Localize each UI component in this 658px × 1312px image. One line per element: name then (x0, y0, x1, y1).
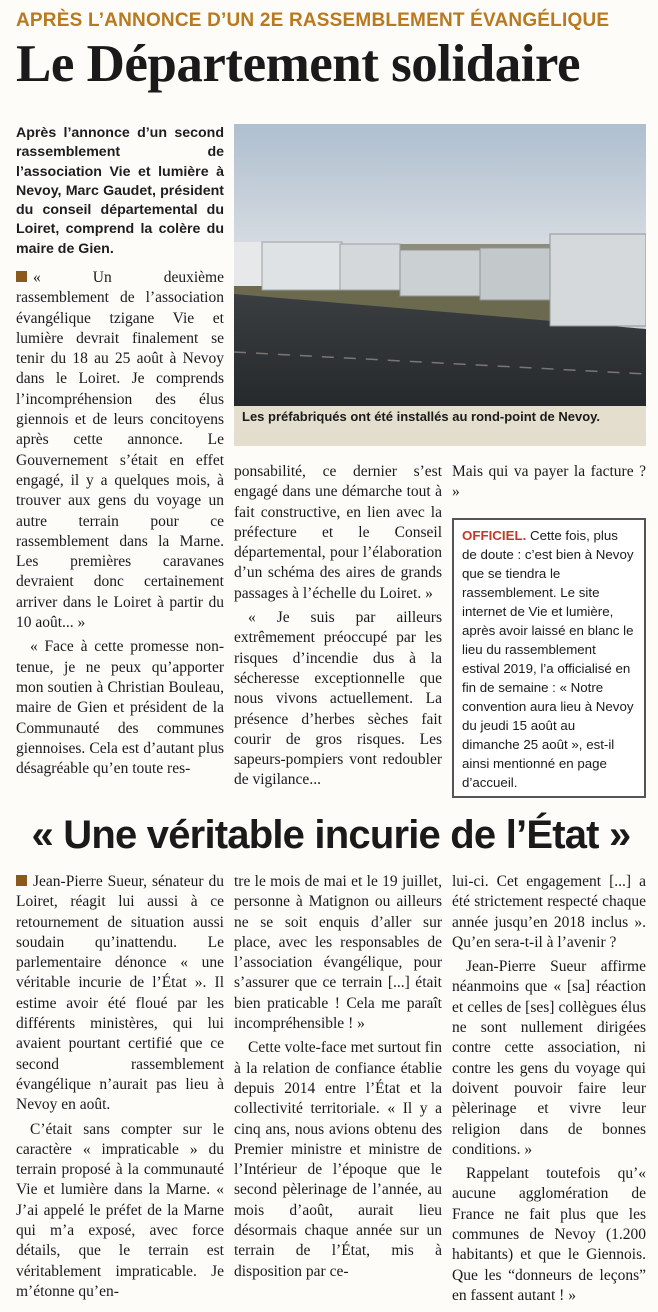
article2-column-3 (452, 872, 646, 1306)
article2-col1-paragraph-1: Jean-Pierre Sueur, sénateur du Loiret, réagit lui aussi à ce retournement de situation aussi soudain qu’inattendu. Le parlementaire dénonce « une véritable incurie de l’État ». Il estime avoir été floué par les différents ministères, qui lui avaient pourtant certifié que ce second rassemblement évangélique n’aurait pas lieu à Nevoy en août. (16, 873, 224, 1114)
article1-col3-paragraph-1: Mais qui va payer la facture ? » (452, 463, 646, 501)
intro-lead: Après l’annonce d’un second rassemblement de l’association Vie et lumière à Nevoy, Marc Gaudet, président du conseil départemental du Loiret, comprend la colère du maire de Gien. (16, 125, 224, 257)
officiel-tag: OFFICIEL. (462, 528, 527, 543)
paragraph-marker (16, 271, 27, 282)
article2-column-1 (16, 872, 224, 1302)
article1-col1-paragraph-1: « Un deuxième rassemblement de l’association évangélique tzigane Vie et lumière devrait finalement se tenir du 18 au 25 août à Nevoy dans le Loiret. Je comprends l’incompréhension des élus giennois et de leurs concitoyens après cette annonce. Le Gouvernement s’était en effet engagé, il y a quelques mois, à trouver aux gens du voyage un autre terrain pour ce rassemblement dans la Marne. Les premières caravanes devraient donc certainement arriver dans le Loiret à partir du 10 août... » (16, 269, 224, 632)
article2-col3-paragraph-2: Jean-Pierre Sueur affirme néanmoins que « [sa] réaction et celles de [ses] collègues élus ne sont nullement dirigées contre cette association, ni contre les gens du voyage qui doivent pouvoir faire leur pèlerinage et vivre leur religion dans de bonnes conditions. » (452, 958, 646, 1158)
photo-prefabricated-buildings (234, 124, 646, 446)
photo-illustration (234, 124, 646, 446)
headline: Le Département solidaire (16, 35, 581, 93)
subheadline: « Une véritable incurie de l’État » (31, 813, 631, 857)
article2-column-2 (234, 872, 442, 1282)
officiel-text: Cette fois, plus de doute : c’est bien à Nevoy que se tiendra le rassemblement. Le site internet de Vie et lumière, après avoir laissé en blanc le lieu du rassemblement estival 2019, l’a officialisé en fin de semaine : « Notre convention aura lieu à Nevoy du jeudi 15 août au dimanche 25 août », est-il ainsi mentionné en page d’accueil. (462, 528, 634, 790)
article1-column-3 (452, 462, 646, 503)
article1-column-2 (234, 462, 442, 791)
article1-col2-paragraph-1: ponsabilité, ce dernier s’est engagé dans une démarche tout à fait constructive, en lien avec la préfecture et le Conseil départemental, pour l’élaboration d’un schéma des aires de grands passages à l’échelle du Loiret. » (234, 463, 442, 602)
article1-column-1 (16, 268, 224, 779)
paragraph-marker (16, 875, 27, 886)
photo-caption: Les préfabriqués ont été installés au rond-point de Nevoy. (234, 406, 646, 446)
article1-col1-paragraph-2: « Face à cette promesse non-tenue, je ne peux qu’apporter mon soutien à Christian Bouleau, maire de Gien et président de la Communauté des communes giennoises. Cela est d’autant plus désagréable qu’en toute res- (16, 638, 224, 778)
kicker: APRÈS L’ANNONCE D’UN 2E RASSEMBLEMENT ÉVANGÉLIQUE (16, 10, 610, 31)
article2-col3-paragraph-3: Rappelant toutefois qu’« aucune agglomération de France ne fait plus que les communes de Nevoy (1.200 habitants) et que le Giennois. Que les “donneurs de leçons” en fassent autant ! » (452, 1165, 646, 1304)
article2-col2-paragraph-1: tre le mois de mai et le 19 juillet, personne à Matignon ou ailleurs ne se soit enquis d’aller sur place, avec les responsables de l’association évangélique, pour s’assurer que ce terrain [...] était bien praticable ! Cela me paraît incompréhensible ! » (234, 873, 442, 1033)
article2-col2-paragraph-2: Cette volte-face met surtout fin à la relation de confiance établie depuis 2014 entre l’État et la collectivité territoriale. « Il y a cinq ans, nous avions obtenu des Premier ministre et ministre de l’Intérieur de l’époque que le second pèlerinage de l’année, au mois d’août, aurait lieu désormais chaque année sur un terrain de l’État, mis à disposition par ce- (234, 1039, 442, 1280)
officiel-box (452, 518, 646, 798)
article1-col2-paragraph-2: « Je suis par ailleurs extrêmement préoccupé par les risques d’incendie dus à la sécheresse exceptionnelle que nous vivons actuellement. La présence d’herbes sèches fait courir de gros risques. Les sapeurs-pompiers vont redoubler de vigilance... (234, 609, 442, 789)
article2-col3-paragraph-1: lui-ci. Cet engagement [...] a été strictement respecté chaque année jusqu’en 2018 inclus ». Qu’en sera-t-il à l’avenir ? (452, 873, 646, 951)
article2-col1-paragraph-2: C’était sans compter sur le caractère « impraticable » du terrain proposé à la communauté Vie et lumière dans la Marne. « J’ai appelé le préfet de la Marne qui m’a exposé, avec force détails, que le terrain est véritablement impraticable. Je m’étonne qu’en- (16, 1120, 224, 1300)
